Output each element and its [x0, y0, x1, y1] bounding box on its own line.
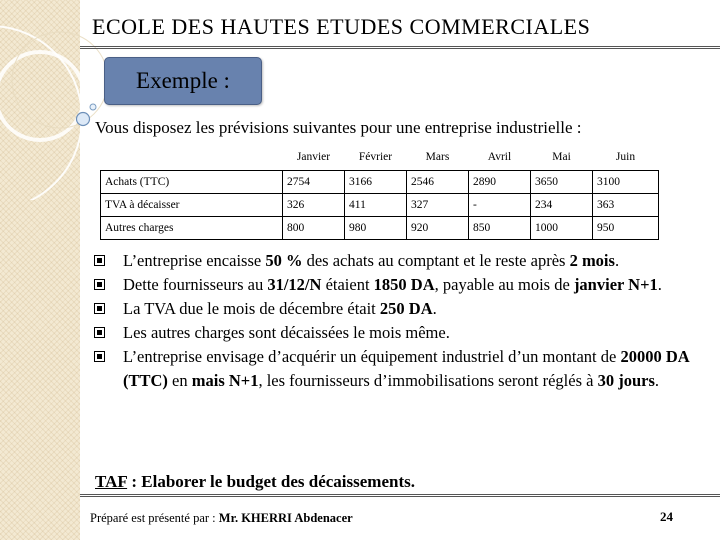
page-number: 24 — [660, 509, 673, 524]
text-run: , payable au mois de — [434, 275, 574, 294]
footer-credit — [90, 511, 353, 526]
list-item — [95, 321, 705, 345]
table-cell: 327 — [407, 194, 469, 217]
text-run: Dette fournisseurs au — [123, 275, 268, 294]
text-run: L’entreprise encaisse — [123, 251, 266, 270]
text-run: . — [432, 299, 437, 318]
text-run: . — [657, 275, 662, 294]
bold-text-run: 50 % — [265, 251, 303, 270]
table-row — [101, 171, 659, 194]
text-run: étaient — [321, 275, 374, 294]
table-cell: 850 — [469, 217, 531, 240]
month-header: Février — [358, 151, 393, 163]
table-row — [101, 217, 659, 240]
table-cell: 3100 — [593, 171, 659, 194]
square-bullet-icon — [95, 328, 104, 337]
task-label: TAF — [95, 472, 128, 491]
text-run: . — [614, 251, 620, 270]
conditions-list — [95, 249, 705, 393]
task-statement — [95, 472, 415, 492]
list-item-text — [123, 251, 619, 270]
month-header: Mai — [552, 151, 571, 163]
table-cell: - — [469, 194, 531, 217]
author-name: Mr. KHERRI Abdenacer — [218, 511, 353, 525]
text-run: , les fournisseurs d’immobilisations seront réglés à — [258, 371, 598, 390]
text-run: des achats au comptant et le reste après — [302, 251, 570, 270]
list-item-text — [123, 275, 662, 294]
list-item-text — [123, 323, 450, 342]
month-header: Avril — [487, 151, 512, 163]
bold-text-run: 250 DA — [379, 299, 433, 318]
bold-text-run: 31/12/N — [267, 275, 322, 294]
square-bullet-icon — [95, 280, 104, 289]
credit-label: Préparé est présenté par : — [90, 511, 219, 525]
text-run: L’entreprise envisage d’acquérir un équipement industriel d’un montant de — [123, 347, 621, 366]
table-cell: 2546 — [407, 171, 469, 194]
month-header: Janvier — [296, 151, 331, 163]
text-run: Les autres charges sont décaissées le mois même. — [123, 323, 450, 342]
list-item-text — [123, 347, 689, 390]
table-cell: 1000 — [531, 217, 593, 240]
header-rule — [80, 46, 720, 49]
bold-text-run: 20000 DA (TTC) — [123, 347, 689, 390]
row-label: TVA à décaisser — [101, 194, 283, 217]
table-cell: 920 — [407, 217, 469, 240]
table-cell: 326 — [283, 194, 345, 217]
list-item — [95, 273, 705, 297]
list-item — [95, 345, 705, 393]
text-run: . — [654, 371, 659, 390]
row-label: Achats (TTC) — [101, 171, 283, 194]
list-item-text — [123, 299, 437, 318]
task-text: : Elaborer le budget des décaissements. — [127, 472, 415, 491]
bold-text-run: 1850 DA — [373, 275, 435, 294]
table-cell: 950 — [593, 217, 659, 240]
bold-text-run: mais N+1 — [191, 371, 259, 390]
left-decorative-strip — [0, 0, 80, 540]
intro-text: Vous disposez les prévisions suivantes pour une entreprise industrielle : — [95, 118, 582, 137]
table-cell: 3166 — [345, 171, 407, 194]
table-cell: 3650 — [531, 171, 593, 194]
table-cell: 411 — [345, 194, 407, 217]
forecast-table — [100, 144, 659, 240]
list-item — [95, 249, 705, 273]
table-cell: 363 — [593, 194, 659, 217]
table-corner-cell — [101, 144, 283, 171]
month-header: Mars — [425, 151, 450, 163]
text-run: La TVA due le mois de décembre était — [123, 299, 380, 318]
square-bullet-icon — [95, 304, 104, 313]
table-header-row — [101, 144, 659, 171]
footer-rule — [80, 494, 720, 497]
square-bullet-icon — [95, 352, 104, 361]
list-item — [95, 297, 705, 321]
table-row — [101, 194, 659, 217]
bold-text-run: 2 mois — [569, 251, 615, 270]
table-cell: 2890 — [469, 171, 531, 194]
square-bullet-icon — [95, 256, 104, 265]
table-cell: 2754 — [283, 171, 345, 194]
page-title: ECOLE DES HAUTES ETUDES COMMERCIALES — [92, 14, 591, 39]
table-cell: 980 — [345, 217, 407, 240]
row-label: Autres charges — [101, 217, 283, 240]
table-cell: 234 — [531, 194, 593, 217]
month-header: Juin — [615, 151, 636, 163]
bold-text-run: janvier N+1 — [573, 275, 658, 294]
text-run: en — [167, 371, 192, 390]
exemple-badge: Exemple : — [104, 57, 262, 105]
table-cell: 800 — [283, 217, 345, 240]
bold-text-run: 30 jours — [597, 371, 655, 390]
